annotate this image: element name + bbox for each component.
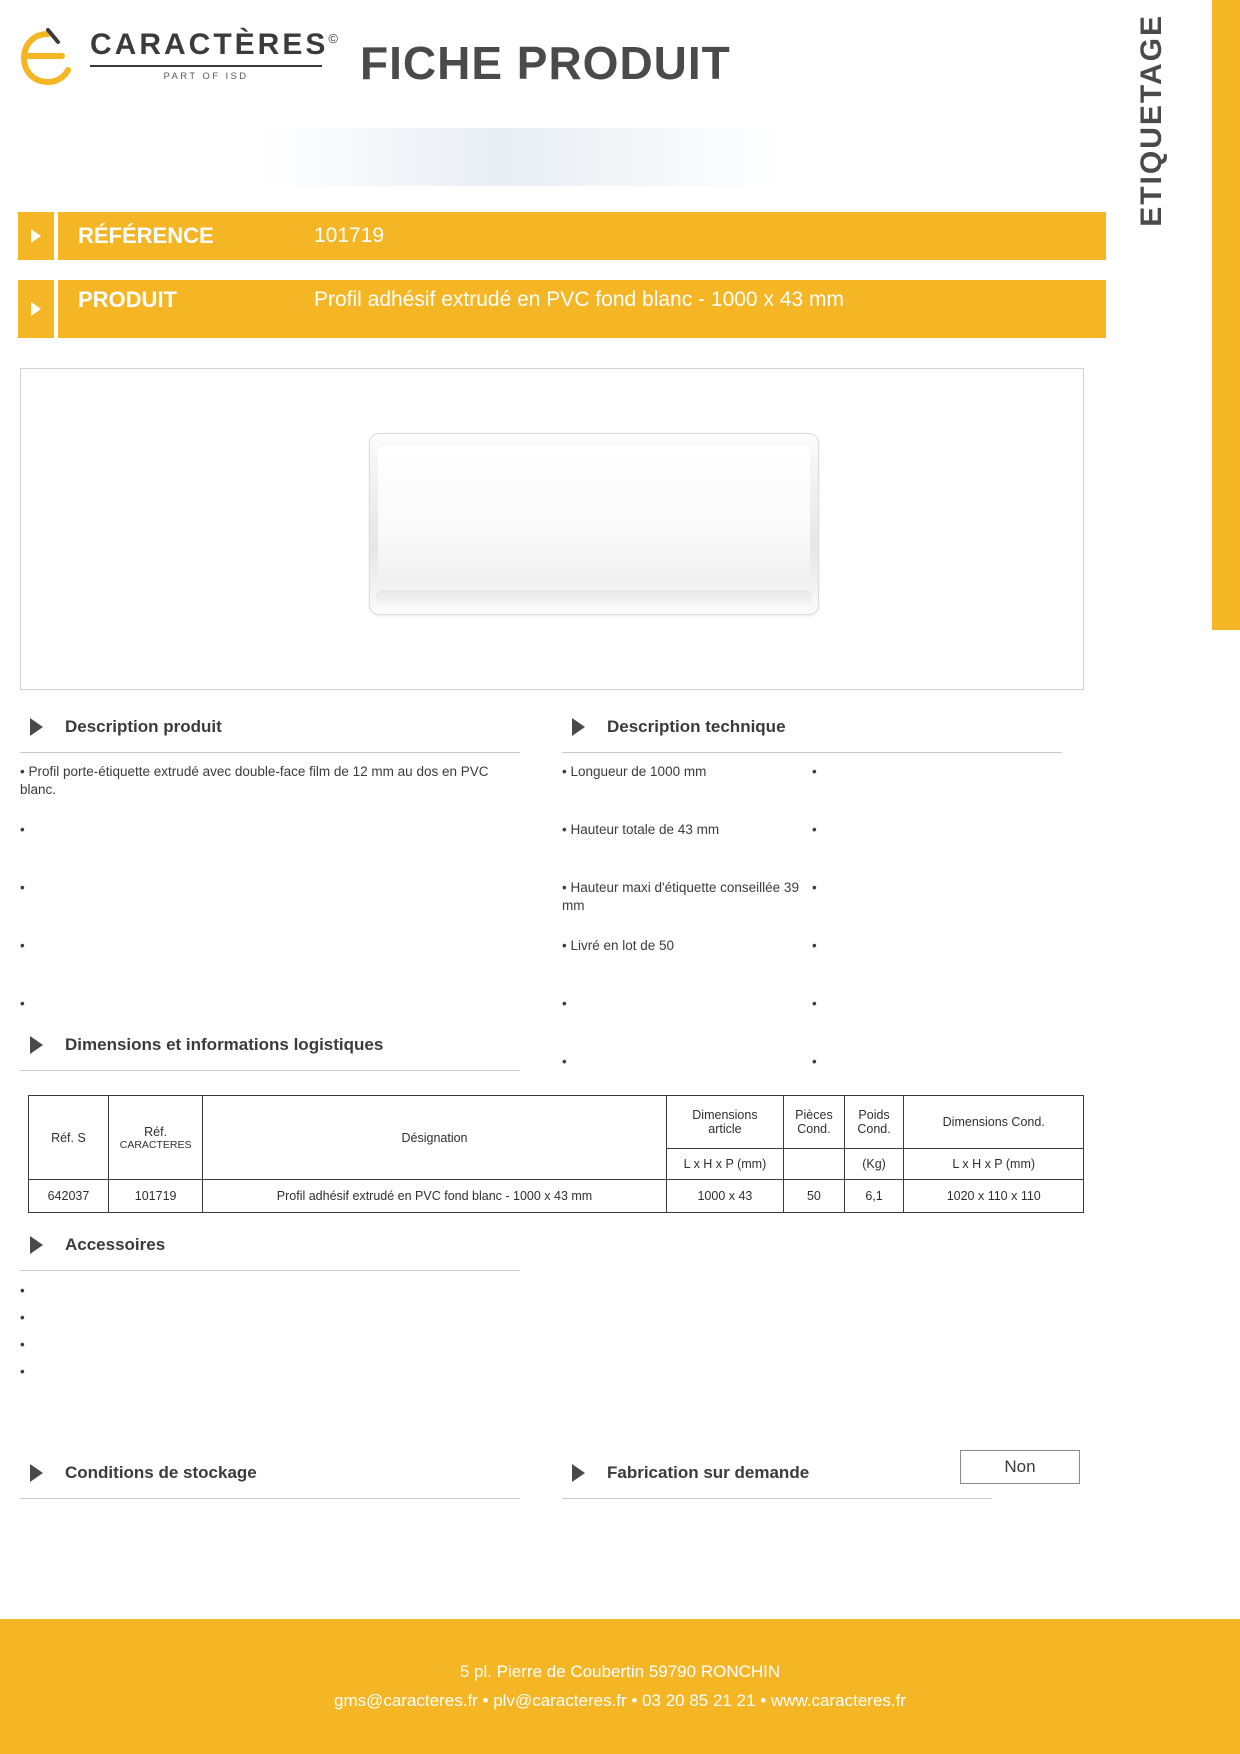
description-technique-list-left xyxy=(562,763,812,1111)
product-bar-body xyxy=(58,280,1106,338)
subcol-poids-unit: (Kg) xyxy=(844,1149,904,1180)
cell-poids-cond: 6,1 xyxy=(844,1180,904,1213)
arrow-icon xyxy=(572,1464,585,1482)
side-accent-bar xyxy=(1212,0,1240,630)
brand-copyright: © xyxy=(328,31,341,46)
section-title: Accessoires xyxy=(65,1235,166,1254)
footer-address: 5 pl. Pierre de Coubertin 59790 RONCHIN xyxy=(459,1661,781,1681)
side-category-label xyxy=(1092,0,1212,630)
col-dimensions-cond: Dimensions Cond. xyxy=(904,1096,1084,1149)
cell-pieces-cond: 50 xyxy=(784,1180,844,1213)
logo-e-icon xyxy=(18,26,74,88)
brand-text xyxy=(90,30,341,84)
section-header xyxy=(20,1230,520,1260)
product-label: PRODUIT xyxy=(78,287,177,312)
page-title: FICHE PRODUIT xyxy=(360,37,731,89)
subcol-pieces-unit xyxy=(784,1149,844,1180)
accessoires-list xyxy=(20,1283,520,1391)
list-item: • Profil porte-étiquette extrudé avec double-face film de 12 mm au dos en PVC blanc. xyxy=(20,763,520,821)
section-title: Fabrication sur demande xyxy=(607,1463,810,1482)
brand-name: CARACTÈRES© xyxy=(90,28,341,61)
col-poids-cond-line1: Poids xyxy=(858,1108,890,1122)
cell-ref-caracteres: 101719 xyxy=(108,1180,202,1213)
list-item xyxy=(20,937,520,995)
section-divider xyxy=(562,1498,992,1499)
col-ref-caracteres-line1: Réf. xyxy=(144,1124,168,1139)
side-category-text: ETIQUETAGE xyxy=(1135,14,1168,227)
section-header xyxy=(20,1030,520,1060)
arrow-icon xyxy=(30,1036,43,1054)
section-dimensions xyxy=(20,1030,520,1071)
list-item: • Hauteur totale de 43 mm xyxy=(562,821,812,879)
list-item: • Hauteur maxi d'étiquette conseillée 39 mm xyxy=(562,879,812,937)
reference-label: RÉFÉRENCE xyxy=(78,223,214,248)
list-item xyxy=(812,879,1062,937)
product-value: Profil adhésif extrudé en PVC fond blanc - 1000 x 43 mm xyxy=(314,288,844,311)
section-description-technique xyxy=(562,712,1062,1127)
col-pieces-cond-line2: Cond. xyxy=(797,1122,831,1136)
footer-contact: gms@caracteres.fr • plv@caracteres.fr • 03 20 85 21 21 • www.caracteres.fr xyxy=(333,1690,907,1710)
arrow-icon xyxy=(30,718,43,736)
section-header xyxy=(20,1458,520,1488)
section-title: Conditions de stockage xyxy=(65,1463,257,1482)
list-item xyxy=(20,1310,520,1337)
list-item: • Livré en lot de 50 xyxy=(562,937,812,995)
list-item xyxy=(812,995,1062,1053)
product-image-frame xyxy=(20,368,1084,690)
section-header xyxy=(20,712,520,742)
list-item xyxy=(812,937,1062,995)
arrow-icon xyxy=(18,280,54,338)
description-technique-columns xyxy=(562,753,1062,1127)
page-header xyxy=(0,0,1090,128)
brand-subtitle: PART OF ISD xyxy=(163,71,249,82)
profile-face-shape xyxy=(378,446,810,584)
col-poids-cond-line2: Cond. xyxy=(857,1122,891,1136)
logistics-table xyxy=(28,1095,1084,1213)
list-item xyxy=(812,821,1062,879)
table-header-row xyxy=(29,1096,1084,1149)
col-dimensions-article-line2: article xyxy=(708,1122,742,1136)
section-divider xyxy=(20,752,520,753)
list-item xyxy=(20,1283,520,1310)
list-item xyxy=(20,879,520,937)
brand-logo xyxy=(18,26,341,88)
arrow-icon xyxy=(18,212,54,260)
section-conditions-stockage xyxy=(20,1458,520,1499)
arrow-icon xyxy=(572,718,585,736)
list-item xyxy=(812,763,1062,821)
col-ref-caracteres xyxy=(108,1096,202,1180)
list-item: • Longueur de 1000 mm xyxy=(562,763,812,821)
col-pieces-cond-line1: Pièces xyxy=(795,1108,833,1122)
section-accessoires xyxy=(20,1230,520,1391)
reference-value: 101719 xyxy=(314,224,385,247)
section-title: Dimensions et informations logistiques xyxy=(65,1035,384,1054)
product-bar xyxy=(18,280,1106,338)
col-pieces-cond xyxy=(784,1096,844,1149)
reference-bar-body xyxy=(58,212,1106,260)
table-head xyxy=(29,1096,1084,1180)
col-dimensions-article xyxy=(666,1096,784,1149)
section-description-produit xyxy=(20,712,520,1069)
table-body xyxy=(29,1180,1084,1213)
subcol-dimensions-cond-unit: L x H x P (mm) xyxy=(904,1149,1084,1180)
section-header xyxy=(562,712,1062,742)
col-ref-s: Réf. S xyxy=(29,1096,109,1180)
section-title: Description produit xyxy=(65,717,222,736)
col-designation: Désignation xyxy=(203,1096,666,1180)
list-item xyxy=(20,821,520,879)
col-dimensions-article-line1: Dimensions xyxy=(692,1108,758,1122)
cell-ref-s: 642037 xyxy=(29,1180,109,1213)
arrow-icon xyxy=(30,1236,43,1254)
product-photo xyxy=(369,433,819,615)
cell-designation: Profil adhésif extrudé en PVC fond blanc - 1000 x 43 mm xyxy=(203,1180,666,1213)
list-item xyxy=(20,1337,520,1364)
cell-dimensions-cond: 1020 x 110 x 110 xyxy=(904,1180,1084,1213)
section-divider xyxy=(20,1070,520,1071)
cell-dimensions-article: 1000 x 43 xyxy=(666,1180,784,1213)
col-poids-cond xyxy=(844,1096,904,1149)
col-ref-caracteres-line2: CARACTERES xyxy=(119,1138,192,1151)
page-footer xyxy=(0,1619,1240,1754)
section-fabrication-sur-demande xyxy=(562,1458,1082,1499)
header-gradient-band xyxy=(0,128,1090,186)
table-row xyxy=(29,1180,1084,1213)
subcol-dimensions-article-unit: L x H x P (mm) xyxy=(666,1149,784,1180)
reference-bar xyxy=(18,212,1106,260)
brand-divider xyxy=(90,65,322,67)
description-produit-list xyxy=(20,763,520,1053)
description-technique-list-right xyxy=(812,763,1062,1111)
profile-body-shape xyxy=(369,433,819,615)
section-divider xyxy=(20,1270,520,1271)
list-item xyxy=(562,995,812,1053)
section-divider xyxy=(20,1498,520,1499)
list-item xyxy=(20,1364,520,1391)
arrow-icon xyxy=(30,1464,43,1482)
section-title: Description technique xyxy=(607,717,786,736)
fabrication-value: Non xyxy=(1004,1457,1036,1476)
fabrication-value-box xyxy=(960,1450,1080,1484)
profile-lip-shape xyxy=(376,590,812,606)
